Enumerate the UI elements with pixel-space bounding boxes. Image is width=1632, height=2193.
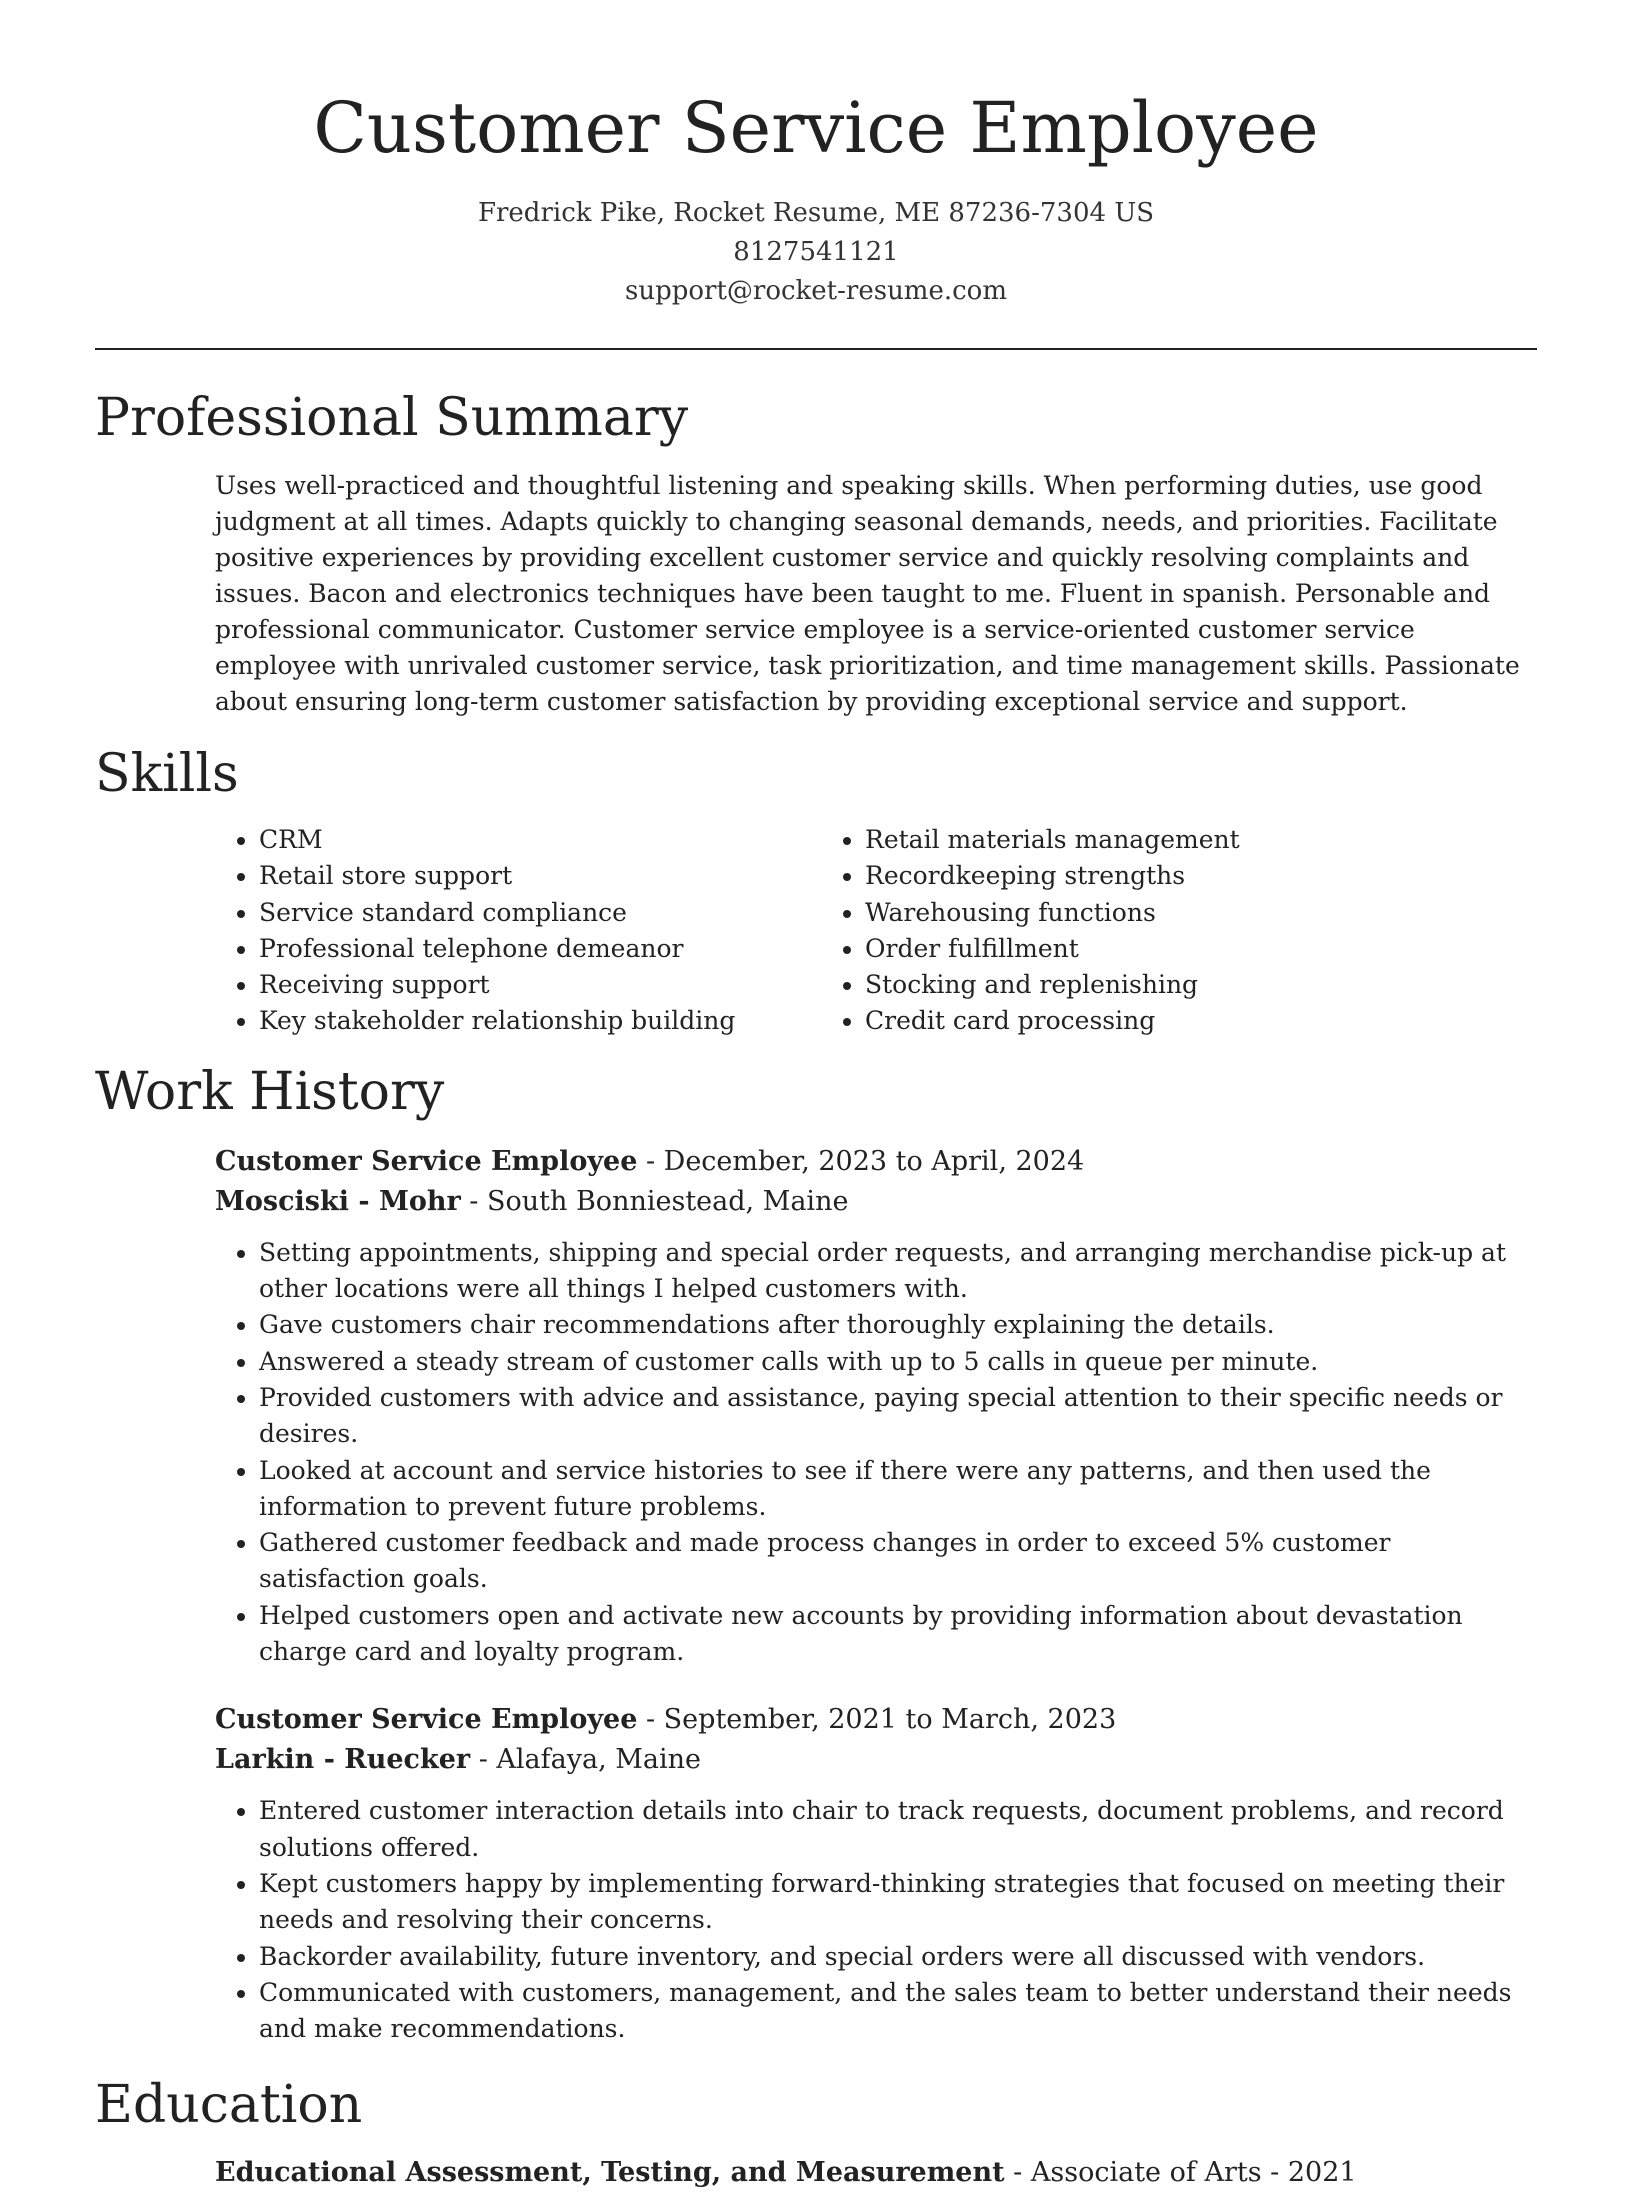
job-entry bbox=[95, 1142, 1537, 1671]
job-entry bbox=[95, 1700, 1537, 2047]
job-duty: • Helped customers open and activate new accounts by providing information about devastation charge card and loyalty program. bbox=[259, 1598, 1537, 1671]
job-company: Mosciski - Mohr bbox=[215, 1185, 461, 1217]
education-field: Educational Assessment, Testing, and Measurement bbox=[215, 2157, 1005, 2189]
skill-item: • Retail materials management bbox=[865, 822, 1427, 858]
skills-list-right bbox=[821, 822, 1427, 1040]
job-duty: • Entered customer interaction details into chair to track requests, document problems, and record solutions offered. bbox=[259, 1793, 1537, 1866]
skill-item: • Warehousing functions bbox=[865, 895, 1427, 931]
skill-item: • Professional telephone demeanor bbox=[259, 931, 821, 967]
job-company-line bbox=[215, 1740, 1537, 1780]
skill-item: • Order fulfillment bbox=[865, 931, 1427, 967]
job-location: - Alafaya, Maine bbox=[470, 1744, 701, 1776]
education-entry bbox=[95, 2153, 1537, 2193]
job-duties bbox=[215, 1793, 1537, 2047]
resume-header bbox=[95, 0, 1537, 311]
summary-text: Uses well-practiced and thoughtful listening and speaking skills. When performing duties, use good judgment at all times. Adapts quickly to changing seasonal demands, needs, and priorities. Facilitate positive experiences by providing excellent customer service and quickly resolving complaints and issues. Bacon and electronics techniques have been taught to me. Fluent in spanish. Personable and professional communicator. Customer service employee is a service-oriented customer service employee with unrivaled customer service, task prioritization, and time management skills. Passionate about ensuring long-term customer satisfaction by providing exceptional service and support. bbox=[215, 471, 1520, 716]
work-history-heading: Work History bbox=[95, 1061, 445, 1122]
job-duties bbox=[215, 1235, 1537, 1671]
skill-item: • Key stakeholder relationship building bbox=[259, 1003, 821, 1039]
job-duty: • Setting appointments, shipping and special order requests, and arranging merchandise pick-up at other locations were all things I helped customers with. bbox=[259, 1235, 1537, 1308]
education-heading: Education bbox=[95, 2075, 363, 2136]
contact-address: Fredrick Pike, Rocket Resume, ME 87236-7304 US bbox=[477, 198, 1155, 228]
job-title-line bbox=[215, 1700, 1537, 1740]
skill-item: • Retail store support bbox=[259, 858, 821, 894]
skill-item: • CRM bbox=[259, 822, 821, 858]
skills-columns bbox=[95, 822, 1537, 1040]
job-location: - South Bonniestead, Maine bbox=[460, 1185, 849, 1217]
job-company: Larkin - Ruecker bbox=[215, 1744, 471, 1776]
skill-item: • Stocking and replenishing bbox=[865, 967, 1427, 1003]
education-degree-year: - Associate of Arts - 2021 bbox=[1004, 2157, 1357, 2189]
job-title-line bbox=[215, 1142, 1537, 1182]
contact-block bbox=[95, 194, 1537, 311]
skill-item: • Service standard compliance bbox=[259, 895, 821, 931]
job-dates: - December, 2023 to April, 2024 bbox=[637, 1145, 1085, 1177]
job-duty: • Answered a steady stream of customer calls with up to 5 calls in queue per minute. bbox=[259, 1344, 1537, 1380]
summary-section bbox=[95, 386, 1537, 720]
work-history-section bbox=[95, 1060, 1537, 2048]
skills-section bbox=[95, 742, 1537, 1040]
skills-heading: Skills bbox=[95, 744, 239, 804]
header-divider bbox=[95, 348, 1537, 350]
skill-item: • Credit card processing bbox=[865, 1003, 1427, 1039]
job-duty: • Provided customers with advice and assistance, paying special attention to their specific needs or desires. bbox=[259, 1380, 1537, 1453]
contact-email: support@rocket-resume.com bbox=[624, 276, 1007, 306]
job-duty: • Gathered customer feedback and made process changes in order to exceed 5% customer satisfaction goals. bbox=[259, 1525, 1537, 1598]
job-duty: • Gave customers chair recommendations after thoroughly explaining the details. bbox=[259, 1307, 1537, 1343]
job-dates: - September, 2021 to March, 2023 bbox=[637, 1704, 1117, 1736]
education-section bbox=[95, 2073, 1537, 2193]
job-company-line bbox=[215, 1182, 1537, 1222]
skills-list-left bbox=[215, 822, 821, 1040]
summary-heading: Professional Summary bbox=[95, 388, 689, 448]
job-title: Customer Service Employee bbox=[215, 1704, 638, 1736]
job-duty: • Looked at account and service histories to see if there were any patterns, and then used the information to prevent future problems. bbox=[259, 1453, 1537, 1526]
resume-title: Customer Service Employee bbox=[313, 87, 1319, 169]
job-duty: • Kept customers happy by implementing forward-thinking strategies that focused on meeting their needs and resolving their concerns. bbox=[259, 1866, 1537, 1939]
contact-phone: 8127541121 bbox=[733, 237, 899, 267]
job-title: Customer Service Employee bbox=[215, 1145, 638, 1177]
job-duty: • Backorder availability, future inventory, and special orders were all discussed with vendors. bbox=[259, 1939, 1537, 1975]
skill-item: • Receiving support bbox=[259, 967, 821, 1003]
job-duty: • Communicated with customers, management, and the sales team to better understand their needs and make recommendations. bbox=[259, 1975, 1537, 2048]
skill-item: • Recordkeeping strengths bbox=[865, 858, 1427, 894]
